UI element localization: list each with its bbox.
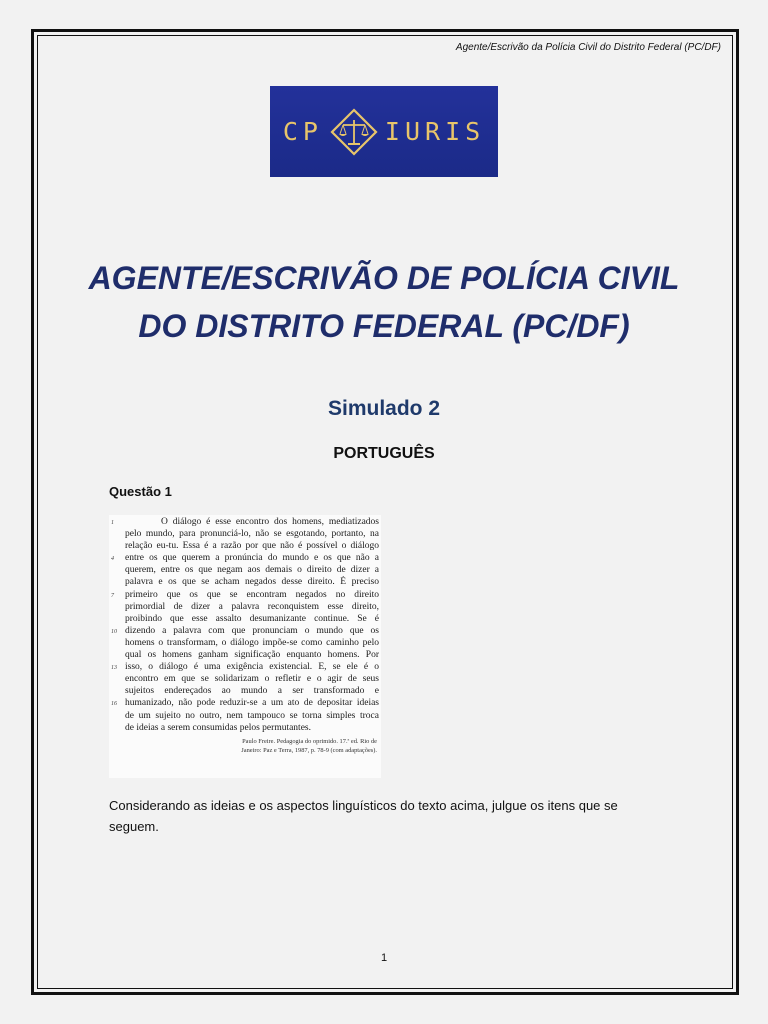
excerpt-line [111,552,379,564]
line-number [111,601,125,613]
logo-text-left: CP [282,117,323,146]
line-number [111,685,125,697]
citation-line-2: Janeiro: Paz e Terra, 1987, p. 78-9 (com adaptações). [241,746,377,754]
line-number [111,710,125,722]
title-line-1: AGENTE/ESCRIVÃO DE POLÍCIA CIVIL [88,260,680,296]
question-instruction: Considerando as ideias e os aspectos linguísticos do texto acima, julgue os itens que se seguem. [109,798,618,834]
excerpt-line [111,697,379,709]
excerpt-line-text: de ideias a serem consumidas pelos permutantes. [125,722,311,733]
excerpt-line-text: dizendo a palavra com que pronunciam o mundo que os [125,625,379,636]
subject-heading: PORTUGUÊS [333,445,435,462]
excerpt-line [111,685,379,697]
excerpt-line [111,516,379,528]
running-header: Agente/Escrivão da Polícia Civil do Distrito Federal (PC/DF) [455,42,721,53]
excerpt-line-text: entre os que querem a pronúncia do mundo e os que não a [125,553,379,564]
page-number: 1 [380,952,388,964]
excerpt-line [111,601,379,613]
excerpt-line [111,661,379,673]
line-number: 1 [111,520,114,526]
question-label: Questão 1 [109,484,172,499]
excerpt-line-text: sujeitos endereçados ao mundo a ser transformado e [125,686,379,697]
excerpt-line [111,589,379,601]
excerpt-line [111,722,379,734]
line-number [111,540,125,552]
line-number [111,649,125,661]
line-number [111,613,125,625]
cp-iuris-logo [270,86,498,177]
excerpt-line-text: palavra e os que se acham negados desse direito. É preciso [125,577,379,588]
excerpt-line [111,625,379,637]
line-number: 10 [111,628,117,635]
scales-of-justice-icon [329,107,379,157]
excerpt-line [111,637,379,649]
exam-subtitle: Simulado 2 [327,397,441,420]
excerpt-line [111,649,379,661]
excerpt-line-text: isso, o diálogo é uma exigência existencial. E, se ele é o [125,662,379,673]
excerpt-line [111,710,379,722]
excerpt-line-text: de um sujeito no outro, nem tampouco se torna simples troca [125,710,379,721]
excerpt-line [111,528,379,540]
line-number [111,722,125,734]
excerpt-citation [111,737,379,755]
excerpt-line-text: homens o transformam, o diálogo impõe-se como caminho pelo [125,637,379,648]
excerpt-line-text: humanizado, não pode reduzir-se a um ato de depositar ideias [125,698,379,709]
excerpt-line-text: O diálogo é esse encontro dos homens, mediatizados [161,517,379,527]
line-number: 16 [111,701,117,708]
document-title [40,254,728,350]
page-border-inner [37,35,733,989]
excerpt-line [111,613,379,625]
line-number [111,564,125,576]
excerpt-line-text: relação eu-tu. Essa é a razão por que não é possível o diálogo [125,541,379,552]
excerpt-lines [111,516,379,734]
line-number: 4 [111,556,114,563]
line-number [111,673,125,685]
logo-text-right: IURIS [384,117,486,146]
line-number: 7 [111,592,114,599]
excerpt-line-text: encontro em que se solidarizam o refletir e o agir de seus [125,674,379,685]
text-excerpt [109,515,381,778]
excerpt-line-text: primordial de dizer a palavra reconquistem esse direito, [125,601,379,612]
excerpt-line-text: qual os homens ganham significação enquanto homens. Por [125,650,379,661]
line-number: 13 [111,665,117,672]
excerpt-line-text: querem, entre os que negam aos demais o direito de dizer a [125,565,379,576]
citation-line-1: Paulo Freire. Pedagogia do oprimido. 17.ª ed. Rio de [242,737,377,745]
line-number [111,576,125,588]
excerpt-line [111,576,379,588]
excerpt-line [111,540,379,552]
title-line-2: DO DISTRITO FEDERAL (PC/DF) [138,308,630,344]
excerpt-line-text: proibindo que esse assalto desumanizante continue. Se é [125,613,379,624]
excerpt-line-text: primeiro que os que se encontram negados no direito [125,589,379,600]
excerpt-line [111,673,379,685]
excerpt-line-text: pelo mundo, para pronunciá-lo, não se esgotando, portanto, na [125,529,379,540]
line-number [111,528,125,540]
line-number [111,637,125,649]
excerpt-line [111,564,379,576]
